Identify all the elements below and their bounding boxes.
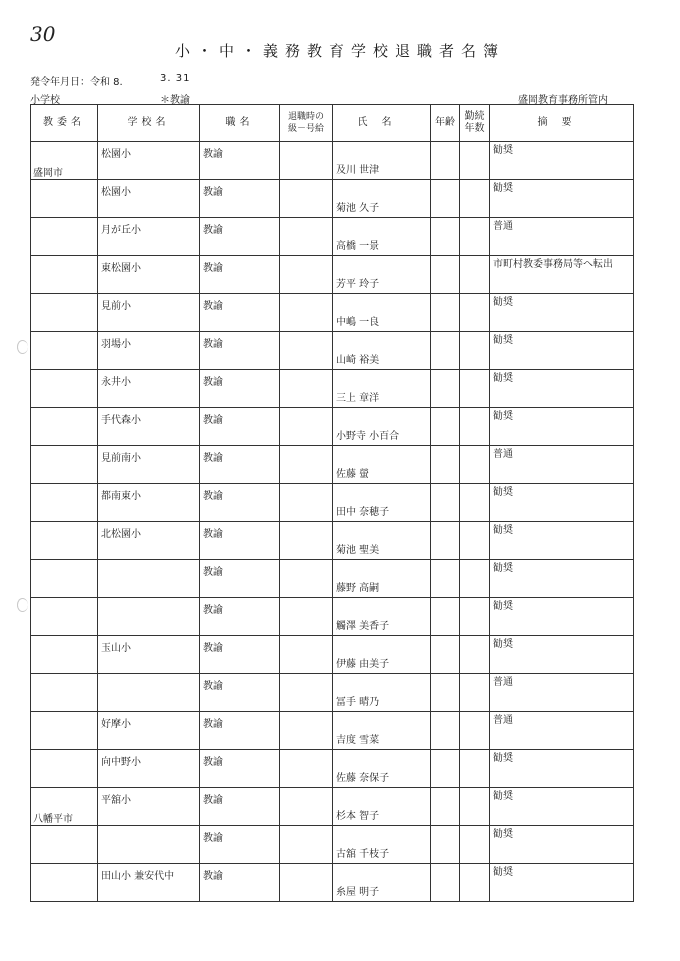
salary-grade-cell (280, 142, 333, 180)
table-row (31, 256, 634, 294)
board-cell (31, 750, 98, 788)
person-name: 田中 奈穂子 (336, 507, 390, 518)
remarks-cell (490, 750, 634, 788)
remark-text: 普通 (493, 677, 513, 688)
table-row (31, 294, 634, 332)
person-name: 冨手 晴乃 (336, 697, 380, 708)
school-name: 松園小 (101, 187, 131, 198)
school-name: 月が丘小 (101, 225, 141, 236)
remark-text: 普通 (493, 715, 513, 726)
person-name: 吉度 雪菜 (336, 735, 380, 746)
remark-text: 市町村教委事務局等へ転出 (493, 259, 613, 270)
remarks-cell (490, 826, 634, 864)
position-name: 教諭 (203, 415, 223, 426)
position-name: 教諭 (203, 757, 223, 768)
board-cell (31, 636, 98, 674)
salary-grade-cell (280, 408, 333, 446)
salary-grade-cell (280, 294, 333, 332)
issue-date-value: 3. 31 (160, 73, 191, 84)
remarks-cell (490, 294, 634, 332)
school-cell (98, 294, 200, 332)
age-cell (431, 332, 460, 370)
board-cell (31, 142, 98, 180)
person-name: 藤野 高嗣 (336, 583, 380, 594)
name-cell (333, 712, 431, 750)
position-cell (200, 598, 280, 636)
position-cell (200, 750, 280, 788)
school-cell (98, 332, 200, 370)
board-name: 盛岡市 (33, 168, 63, 179)
board-cell (31, 864, 98, 902)
remark-text: 勧奨 (493, 563, 513, 574)
position-name: 教諭 (203, 187, 223, 198)
school-cell (98, 636, 200, 674)
remark-text: 勧奨 (493, 753, 513, 764)
name-cell (333, 636, 431, 674)
position-cell (200, 370, 280, 408)
position-name: 教諭 (203, 681, 223, 692)
school-cell (98, 218, 200, 256)
person-name: 伊藤 由美子 (336, 659, 390, 670)
salary-grade-cell (280, 256, 333, 294)
position-name: 教諭 (203, 719, 223, 730)
name-cell (333, 256, 431, 294)
school-cell (98, 370, 200, 408)
person-name: 菊池 聖美 (336, 545, 380, 556)
person-name: 古舘 千枝子 (336, 849, 390, 860)
remark-text: 勧奨 (493, 373, 513, 384)
remark-text: 勧奨 (493, 791, 513, 802)
remark-text: 勧奨 (493, 601, 513, 612)
name-cell (333, 142, 431, 180)
salary-header-line1: 退職時の (287, 112, 324, 122)
school-cell (98, 560, 200, 598)
table-row (31, 750, 634, 788)
age-cell (431, 674, 460, 712)
position-cell (200, 294, 280, 332)
name-cell (333, 522, 431, 560)
remark-text: 勧奨 (493, 335, 513, 346)
school-name: 手代森小 (101, 415, 141, 426)
school-cell (98, 180, 200, 218)
years-cell (460, 674, 490, 712)
name-cell (333, 598, 431, 636)
school-cell (98, 750, 200, 788)
remark-text: 勧奨 (493, 639, 513, 650)
board-cell (31, 218, 98, 256)
table-row (31, 522, 634, 560)
school-cell (98, 256, 200, 294)
position-name: 教諭 (203, 871, 223, 882)
person-name: 佐藤 奈保子 (336, 773, 390, 784)
board-cell (31, 484, 98, 522)
position-name: 教諭 (203, 491, 223, 502)
years-cell (460, 826, 490, 864)
school-name: 都南東小 (101, 491, 141, 502)
table-row (31, 142, 634, 180)
years-cell (460, 294, 490, 332)
age-cell (431, 712, 460, 750)
position-name: 教諭 (203, 567, 223, 578)
position-name: 教諭 (203, 377, 223, 388)
school-cell (98, 522, 200, 560)
age-cell (431, 522, 460, 560)
school-cell (98, 446, 200, 484)
table-row (31, 598, 634, 636)
person-name: 杉本 智子 (336, 811, 380, 822)
table-row (31, 674, 634, 712)
school-name: 玉山小 (101, 643, 131, 654)
age-cell (431, 560, 460, 598)
scan-artifact-mark (17, 598, 28, 612)
position-name: 教諭 (203, 643, 223, 654)
person-name: 山崎 裕美 (336, 355, 380, 366)
table-row (31, 446, 634, 484)
person-name: 菊池 久子 (336, 203, 380, 214)
years-cell (460, 712, 490, 750)
name-cell (333, 294, 431, 332)
salary-grade-cell (280, 826, 333, 864)
table-header-row (31, 105, 634, 142)
position-cell (200, 788, 280, 826)
age-cell (431, 256, 460, 294)
school-name: 羽場小 (101, 339, 131, 350)
office-name: 盛岡教育事務所管内 (518, 95, 608, 106)
years-cell (460, 788, 490, 826)
person-name: 中嶋 一良 (336, 317, 380, 328)
name-cell (333, 218, 431, 256)
years-header-line1: 勤続 (464, 111, 485, 122)
years-cell (460, 332, 490, 370)
salary-grade-cell (280, 446, 333, 484)
name-cell (333, 484, 431, 522)
school-cell (98, 598, 200, 636)
person-name: 及川 世津 (336, 165, 380, 176)
board-cell (31, 408, 98, 446)
salary-grade-cell (280, 598, 333, 636)
board-cell (31, 788, 98, 826)
salary-grade-cell (280, 484, 333, 522)
position-name: 教諭 (203, 149, 223, 160)
years-cell (460, 218, 490, 256)
age-cell (431, 446, 460, 484)
years-cell (460, 370, 490, 408)
position-cell (200, 522, 280, 560)
table-row (31, 560, 634, 598)
school-name: 東松園小 (101, 263, 141, 274)
name-cell (333, 788, 431, 826)
board-name: 八幡平市 (33, 814, 73, 825)
column-header-position: 職名 (200, 105, 280, 142)
position-cell (200, 408, 280, 446)
years-cell (460, 636, 490, 674)
age-cell (431, 484, 460, 522)
position-name: 教諭 (203, 605, 223, 616)
school-name: 見前南小 (101, 453, 141, 464)
remarks-cell (490, 560, 634, 598)
position-cell (200, 256, 280, 294)
years-cell (460, 408, 490, 446)
years-cell (460, 142, 490, 180)
remarks-cell (490, 370, 634, 408)
school-cell (98, 142, 200, 180)
salary-grade-cell (280, 560, 333, 598)
name-cell (333, 408, 431, 446)
person-name: 三上 章洋 (336, 393, 380, 404)
age-cell (431, 598, 460, 636)
school-cell (98, 674, 200, 712)
board-cell (31, 294, 98, 332)
remark-text: 勧奨 (493, 525, 513, 536)
salary-grade-cell (280, 370, 333, 408)
person-name: 高橋 一景 (336, 241, 380, 252)
years-cell (460, 598, 490, 636)
age-cell (431, 408, 460, 446)
salary-grade-cell (280, 180, 333, 218)
position-cell (200, 142, 280, 180)
years-cell (460, 560, 490, 598)
remark-text: 普通 (493, 449, 513, 460)
school-name: 松園小 (101, 149, 131, 160)
name-cell (333, 560, 431, 598)
person-name: 糸屋 明子 (336, 887, 380, 898)
remark-text: 勧奨 (493, 829, 513, 840)
board-cell (31, 712, 98, 750)
remarks-cell (490, 788, 634, 826)
school-name: 向中野小 (101, 757, 141, 768)
name-cell (333, 370, 431, 408)
age-cell (431, 826, 460, 864)
table-row (31, 484, 634, 522)
salary-grade-cell (280, 750, 333, 788)
table-row (31, 370, 634, 408)
remarks-cell (490, 142, 634, 180)
years-cell (460, 750, 490, 788)
remarks-cell (490, 484, 634, 522)
remarks-cell (490, 180, 634, 218)
salary-grade-cell (280, 788, 333, 826)
column-header-age: 年齢 (431, 105, 460, 142)
remarks-cell (490, 598, 634, 636)
position-name: 教諭 (203, 225, 223, 236)
retiree-roster-table (30, 104, 634, 902)
position-cell (200, 332, 280, 370)
age-cell (431, 218, 460, 256)
salary-grade-cell (280, 332, 333, 370)
school-cell (98, 826, 200, 864)
issue-date-label: 発令年月日：令和 8. (30, 77, 123, 88)
position-name: 教諭 (203, 453, 223, 464)
school-cell (98, 484, 200, 522)
remark-text: 普通 (493, 221, 513, 232)
age-cell (431, 370, 460, 408)
table-row (31, 408, 634, 446)
table-row (31, 636, 634, 674)
remarks-cell (490, 522, 634, 560)
school-name: 平舘小 (101, 795, 131, 806)
remarks-cell (490, 256, 634, 294)
school-cell (98, 712, 200, 750)
name-cell (333, 180, 431, 218)
person-name: 芳平 玲子 (336, 279, 380, 290)
column-header-salary-grade (280, 105, 333, 142)
remarks-cell (490, 712, 634, 750)
position-cell (200, 218, 280, 256)
remarks-cell (490, 446, 634, 484)
school-cell (98, 864, 200, 902)
remark-text: 勧奨 (493, 867, 513, 878)
age-cell (431, 636, 460, 674)
column-header-board: 教委名 (31, 105, 98, 142)
table-row (31, 332, 634, 370)
remark-text: 勧奨 (493, 487, 513, 498)
remark-text: 勧奨 (493, 145, 513, 156)
age-cell (431, 864, 460, 902)
salary-header-line2: 級－号給 (287, 124, 324, 134)
column-header-school: 学校名 (98, 105, 200, 142)
remarks-cell (490, 674, 634, 712)
table-row (31, 712, 634, 750)
years-cell (460, 256, 490, 294)
position-cell (200, 180, 280, 218)
remarks-cell (490, 408, 634, 446)
remarks-cell (490, 218, 634, 256)
salary-grade-cell (280, 864, 333, 902)
table-row (31, 180, 634, 218)
name-cell (333, 826, 431, 864)
position-name: 教諭 (203, 833, 223, 844)
salary-grade-cell (280, 674, 333, 712)
column-header-years (460, 105, 490, 142)
name-cell (333, 750, 431, 788)
name-cell (333, 332, 431, 370)
remark-text: 勧奨 (493, 183, 513, 194)
remarks-cell (490, 864, 634, 902)
position-cell (200, 712, 280, 750)
salary-grade-cell (280, 712, 333, 750)
school-name: 永井小 (101, 377, 131, 388)
position-cell (200, 560, 280, 598)
years-cell (460, 484, 490, 522)
scan-artifact-mark (17, 340, 28, 354)
board-cell (31, 446, 98, 484)
board-cell (31, 560, 98, 598)
position-name: 教諭 (203, 339, 223, 350)
remarks-cell (490, 332, 634, 370)
position-name: 教諭 (203, 529, 223, 540)
column-header-name: 氏名 (333, 105, 431, 142)
board-cell (31, 522, 98, 560)
position-cell (200, 826, 280, 864)
name-cell (333, 674, 431, 712)
document-title: 小・中・義務教育学校退職者名簿 (174, 42, 505, 60)
age-cell (431, 750, 460, 788)
school-name: 好摩小 (101, 719, 131, 730)
remarks-cell (490, 636, 634, 674)
board-cell (31, 332, 98, 370)
school-name: 北松園小 (101, 529, 141, 540)
school-name: 見前小 (101, 301, 131, 312)
position-name: 教諭 (203, 795, 223, 806)
table-row (31, 218, 634, 256)
position-cell (200, 864, 280, 902)
salary-grade-cell (280, 522, 333, 560)
salary-grade-cell (280, 218, 333, 256)
person-name: 佐藤 螢 (336, 469, 370, 480)
board-cell (31, 674, 98, 712)
position-name: 教諭 (203, 263, 223, 274)
name-cell (333, 446, 431, 484)
name-cell (333, 864, 431, 902)
years-header-line2: 年数 (464, 123, 485, 134)
position-cell (200, 636, 280, 674)
table-row (31, 864, 634, 902)
board-cell (31, 598, 98, 636)
school-cell (98, 408, 200, 446)
person-name: 小野寺 小百合 (336, 431, 400, 442)
remark-text: 勧奨 (493, 411, 513, 422)
table-row (31, 826, 634, 864)
years-cell (460, 522, 490, 560)
years-cell (460, 180, 490, 218)
page-number: 30 (30, 22, 56, 46)
board-cell (31, 370, 98, 408)
person-name: 觸澤 美香子 (336, 621, 390, 632)
board-cell (31, 180, 98, 218)
position-name: 教諭 (203, 301, 223, 312)
school-cell (98, 788, 200, 826)
position-filter: ＊教諭 (160, 95, 190, 106)
column-header-remarks: 摘要 (490, 105, 634, 142)
age-cell (431, 180, 460, 218)
board-cell (31, 256, 98, 294)
board-cell (31, 826, 98, 864)
position-cell (200, 674, 280, 712)
salary-grade-cell (280, 636, 333, 674)
age-cell (431, 142, 460, 180)
age-cell (431, 788, 460, 826)
years-cell (460, 864, 490, 902)
years-cell (460, 446, 490, 484)
position-cell (200, 484, 280, 522)
school-type: 小学校 (30, 95, 60, 106)
remark-text: 勧奨 (493, 297, 513, 308)
position-cell (200, 446, 280, 484)
table-row (31, 788, 634, 826)
age-cell (431, 294, 460, 332)
school-name: 田山小 兼安代中 (101, 871, 175, 882)
